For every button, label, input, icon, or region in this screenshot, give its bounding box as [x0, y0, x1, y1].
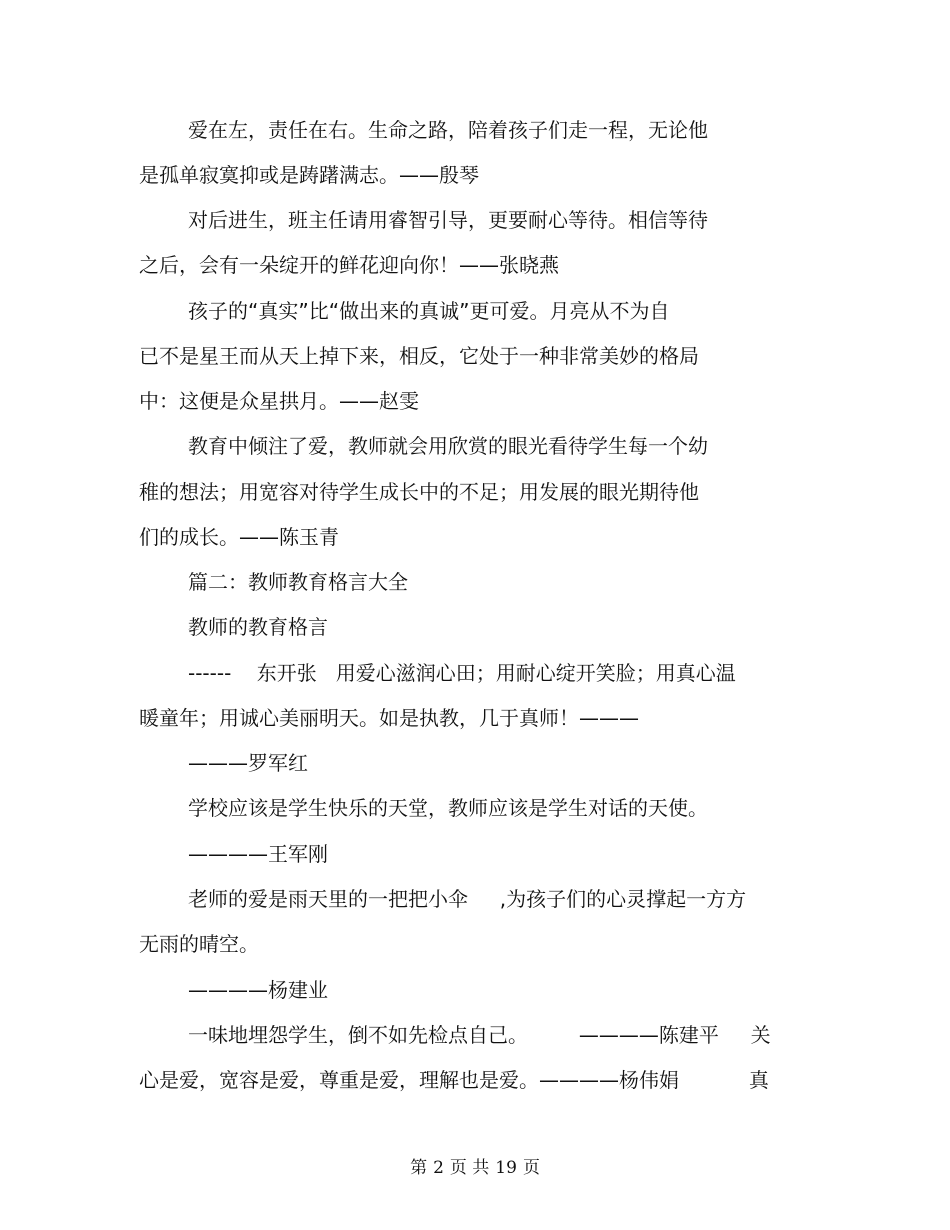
current-page-number: 2 — [433, 1158, 444, 1178]
text-line: ————王军刚 — [188, 842, 328, 866]
text-line: ———罗军红 — [188, 751, 308, 775]
section-heading: 篇二：教师教育格言大全 — [188, 570, 408, 594]
text-line: 无雨的晴空。 — [139, 932, 259, 956]
footer-suffix: 页 — [522, 1158, 540, 1178]
sub-heading: 教师的教育格言 — [188, 615, 328, 639]
text-line: 对后进生，班主任请用睿智引导，更要耐心等待。相信等待 — [188, 208, 708, 232]
text-line: 孩子的“真实”比“做出来的真诚”更可爱。月亮从不为自 — [188, 299, 670, 323]
text-line: 一味地埋怨学生，倒不如先检点自己。 ————陈建平 关 — [188, 1023, 771, 1047]
text-line: ------ 东开张 用爱心滋润心田；用耐心绽开笑脸；用真心温 — [188, 661, 736, 685]
text-line: 学校应该是学生快乐的天堂，教师应该是学生对话的天使。 — [188, 796, 708, 820]
text-line: 是孤单寂寞抑或是踌躇满志。——殷琴 — [139, 163, 479, 187]
text-line: 们的成长。——陈玉青 — [139, 525, 339, 549]
footer-mid: 页 共 — [449, 1158, 490, 1178]
text-line: 已不是星王而从天上掉下来，相反，它处于一种非常美妙的格局 — [139, 344, 699, 368]
text-line: ————杨建业 — [188, 978, 328, 1002]
text-line: 爱在左，责任在右。生命之路，陪着孩子们走一程，无论他 — [188, 118, 708, 142]
text-line: 中：这便是众星拱月。——赵雯 — [139, 389, 419, 413]
text-line: 教育中倾注了爱，教师就会用欣赏的眼光看待学生每一个幼 — [188, 434, 708, 458]
text-line: 心是爱，宽容是爱，尊重是爱，理解也是爱。————杨伟娟 真 — [139, 1068, 769, 1092]
text-line: 稚的想法；用宽容对待学生成长中的不足；用发展的眼光期待他 — [139, 480, 699, 504]
text-line: 之后，会有一朵绽开的鲜花迎向你！——张晓燕 — [139, 253, 559, 277]
total-page-count: 19 — [495, 1158, 517, 1178]
page-footer — [0, 1153, 950, 1178]
footer-prefix: 第 — [410, 1158, 428, 1178]
text-line: 老师的爱是雨天里的一把把小伞 ,为孩子们的心灵撑起一方方 — [188, 887, 747, 911]
text-line: 暖童年；用诚心美丽明天。如是执教，几于真师！——— — [139, 706, 639, 730]
